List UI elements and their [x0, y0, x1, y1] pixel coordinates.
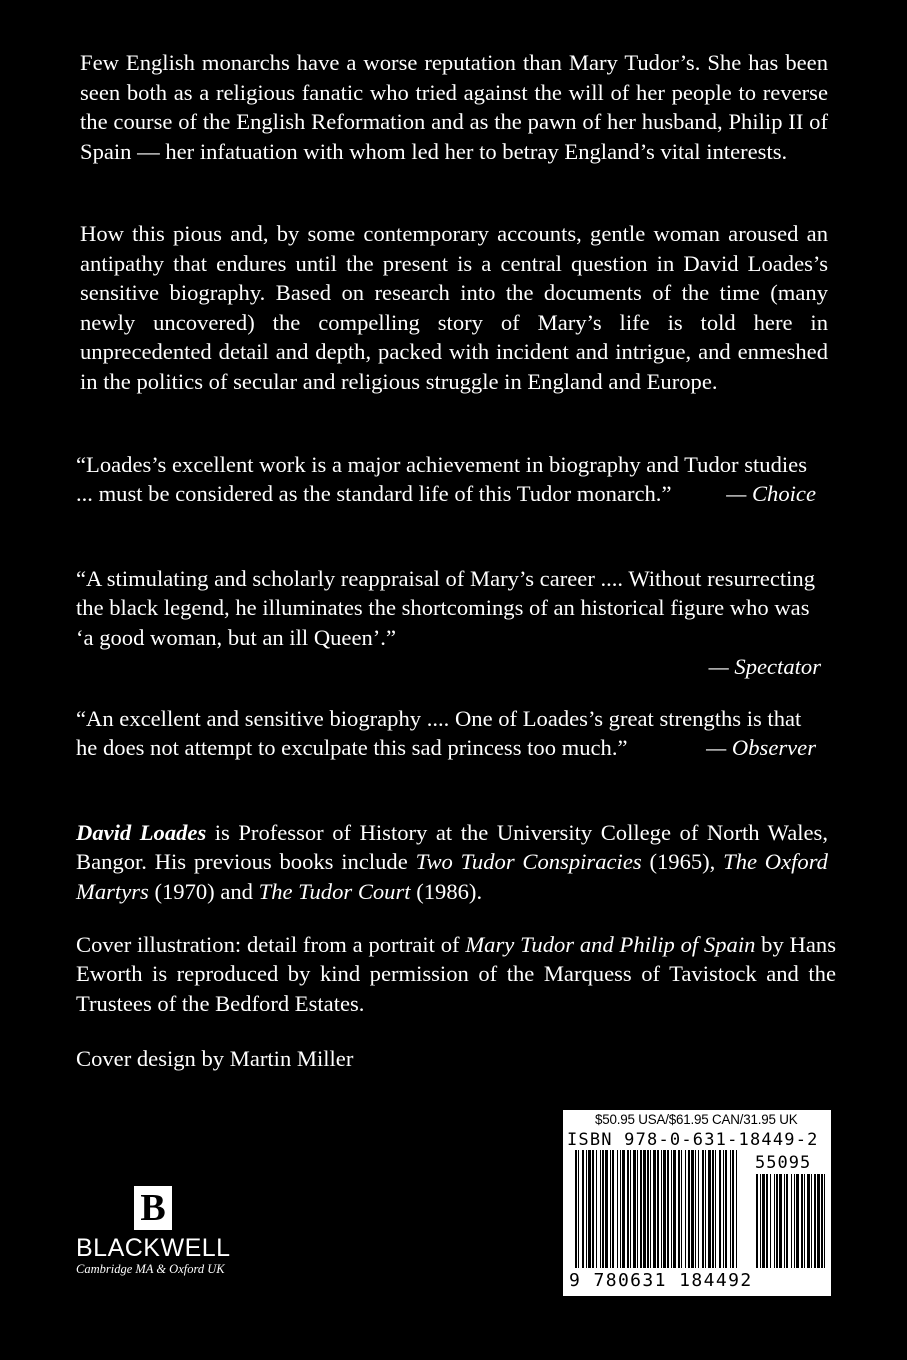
- barcode-addon-bar: [824, 1174, 825, 1268]
- barcode-bar: [671, 1150, 672, 1268]
- barcode-bar: [592, 1150, 594, 1268]
- barcode-bar: [681, 1150, 682, 1268]
- bio-text: (1986).: [410, 878, 483, 904]
- book-title: The Oxford Martyrs: [76, 849, 828, 904]
- barcode-addon-bar: [821, 1174, 823, 1268]
- barcode-bar: [678, 1150, 680, 1268]
- barcode-block: [563, 1110, 831, 1296]
- credit-text: Cover illustration: detail from a portrait of: [76, 932, 466, 957]
- barcode-bar: [719, 1150, 721, 1268]
- review-text: “An excellent and sensitive biography .... One of Loades’s great strengths is that he does not attempt to exculpate this sad princess too much.”: [76, 706, 802, 761]
- barcode-bar: [622, 1150, 625, 1268]
- barcode-addon-bar: [814, 1174, 816, 1268]
- review-source: — Observer: [706, 735, 816, 761]
- author-bio: [76, 818, 828, 906]
- barcode-bar: [653, 1150, 656, 1268]
- barcode-bar: [650, 1150, 651, 1268]
- barcode-bar: [702, 1150, 704, 1268]
- barcode-addon-bar: [762, 1174, 765, 1268]
- description-paragraph-1: Few English monarchs have a worse reputation than Mary Tudor’s. She has been seen both as a religious fanatic who tried against the will of her people to reverse the course of the English Reformation and as the pawn of her husband, Philip II of Spain — her infatuation with whom led her to betray England’s vital interests.: [80, 50, 828, 164]
- barcode-bar: [588, 1150, 591, 1268]
- credit-text: by Hans Eworth is reproduced by kind permission of the Marquess of Tavistock and the Trustees of the Bedford Estates.: [76, 932, 836, 1016]
- author-name: David Loades: [76, 820, 207, 845]
- barcode-addon-bar: [760, 1174, 761, 1268]
- book-title: Two Tudor Conspiracies: [415, 849, 642, 875]
- barcode-bar: [723, 1150, 724, 1268]
- barcode-bar: [695, 1150, 696, 1268]
- barcode-bar: [663, 1150, 666, 1268]
- barcode-bar: [575, 1150, 577, 1268]
- review-source: — Choice: [726, 481, 816, 507]
- barcode-bar: [725, 1150, 727, 1268]
- bio-text: (1970) and: [148, 878, 259, 904]
- barcode-bar: [582, 1150, 584, 1268]
- barcode-bar: [578, 1150, 579, 1268]
- publisher-locations: Cambridge MA & Oxford UK: [76, 1262, 225, 1276]
- barcode-bar: [708, 1150, 711, 1268]
- barcode-bar: [673, 1150, 676, 1268]
- barcode-addon-bar: [794, 1174, 795, 1268]
- barcode-bar: [661, 1150, 662, 1268]
- cover-illustration-credit: [76, 930, 836, 1018]
- barcode-addon-bar: [791, 1174, 792, 1268]
- bio-text: (1965),: [641, 849, 724, 875]
- barcode-digits: 9 780631 184492: [569, 1270, 753, 1291]
- barcode-addon-bar: [817, 1174, 820, 1268]
- barcode-bar: [657, 1150, 659, 1268]
- barcode-addon-bar: [801, 1174, 803, 1268]
- review-quote-choice: [76, 450, 816, 509]
- barcode-addon-bar: [784, 1174, 785, 1268]
- barcode-addon-bar: [770, 1174, 771, 1268]
- publisher-mark-icon: B: [134, 1186, 172, 1230]
- barcode-addon-bar: [807, 1174, 810, 1268]
- review-text: “A stimulating and scholarly reappraisal of Mary’s career .... Without resurrecting the black legend, he illuminates the shortcomings of an historical figure who was ‘a good woman, but an ill Queen’.”: [76, 566, 816, 650]
- barcode-addon-bar: [811, 1174, 812, 1268]
- barcode-bar: [732, 1150, 734, 1268]
- barcode-bar: [715, 1150, 716, 1268]
- barcode-bar: [698, 1150, 699, 1268]
- barcode-bar: [637, 1150, 638, 1268]
- barcode-addon-bar: [776, 1174, 778, 1268]
- review-quote-spectator: [76, 564, 821, 682]
- barcode-addon-bar: [786, 1174, 788, 1268]
- review-source: — Spectator: [708, 654, 821, 680]
- barcode-addon-bar: [779, 1174, 782, 1268]
- barcode-bar: [600, 1150, 601, 1268]
- barcode-addon-bar: [796, 1174, 799, 1268]
- portrait-title: Mary Tudor and Philip of Spain: [465, 932, 756, 957]
- barcode-addon-bar: [804, 1174, 805, 1268]
- barcode-bar: [647, 1150, 649, 1268]
- publisher-logo: [76, 1186, 236, 1276]
- price-label: $50.95 USA/$61.95 CAN/31.95 UK: [595, 1112, 798, 1127]
- publisher-name: BLACKWELL: [76, 1234, 231, 1262]
- barcode-bar: [688, 1150, 690, 1268]
- barcode-bar: [633, 1150, 636, 1268]
- review-text: “Loades’s excellent work is a major achievement in biography and Tudor studies ... must be considered as the standard life of this Tudor monarch.”: [76, 452, 807, 507]
- barcode-bar: [705, 1150, 706, 1268]
- description-paragraph-2: How this pious and, by some contemporary accounts, gentle woman aroused an antipathy that endures until the present is a central question in David Loades’s sensitive biography. Based on research into the documents of the time (many newly uncovered) the compelling story of Mary’s life is told here in unprecedented detail and depth, packed with incident and intrigue, and enmeshed in the politics of secular and religious struggle in England and Europe.: [80, 221, 828, 394]
- barcode-bar: [630, 1150, 631, 1268]
- isbn-label: ISBN 978-0-631-18449-2: [567, 1130, 819, 1150]
- barcode-bar: [643, 1150, 646, 1268]
- barcode-bar: [667, 1150, 669, 1268]
- barcode-bar: [610, 1150, 611, 1268]
- barcode-bar: [602, 1150, 604, 1268]
- barcode-addon-digits: 55095: [755, 1153, 812, 1173]
- cover-design-credit: Cover design by Martin Miller: [76, 1046, 354, 1071]
- barcode-bar: [712, 1150, 714, 1268]
- barcode-bar: [736, 1150, 737, 1268]
- barcode-bar: [605, 1150, 608, 1268]
- barcode-bar: [730, 1150, 731, 1268]
- barcode-bar: [617, 1150, 618, 1268]
- book-title: The Tudor Court: [258, 878, 411, 904]
- barcode-addon-bar: [766, 1174, 768, 1268]
- barcode-addon-bar: [774, 1174, 775, 1268]
- barcode-bar: [691, 1150, 694, 1268]
- barcode-bar: [620, 1150, 621, 1268]
- barcode-bar: [612, 1150, 614, 1268]
- barcode-bar: [586, 1150, 587, 1268]
- barcode-addon-bar: [756, 1174, 758, 1268]
- barcode-bar: [640, 1150, 642, 1268]
- bio-text: is Professor of History at the University College of North Wales, Bangor. His previous books include: [76, 820, 828, 875]
- barcode-bar: [685, 1150, 686, 1268]
- review-quote-observer: [76, 704, 816, 763]
- barcode-bar: [596, 1150, 597, 1268]
- barcode-bar: [627, 1150, 629, 1268]
